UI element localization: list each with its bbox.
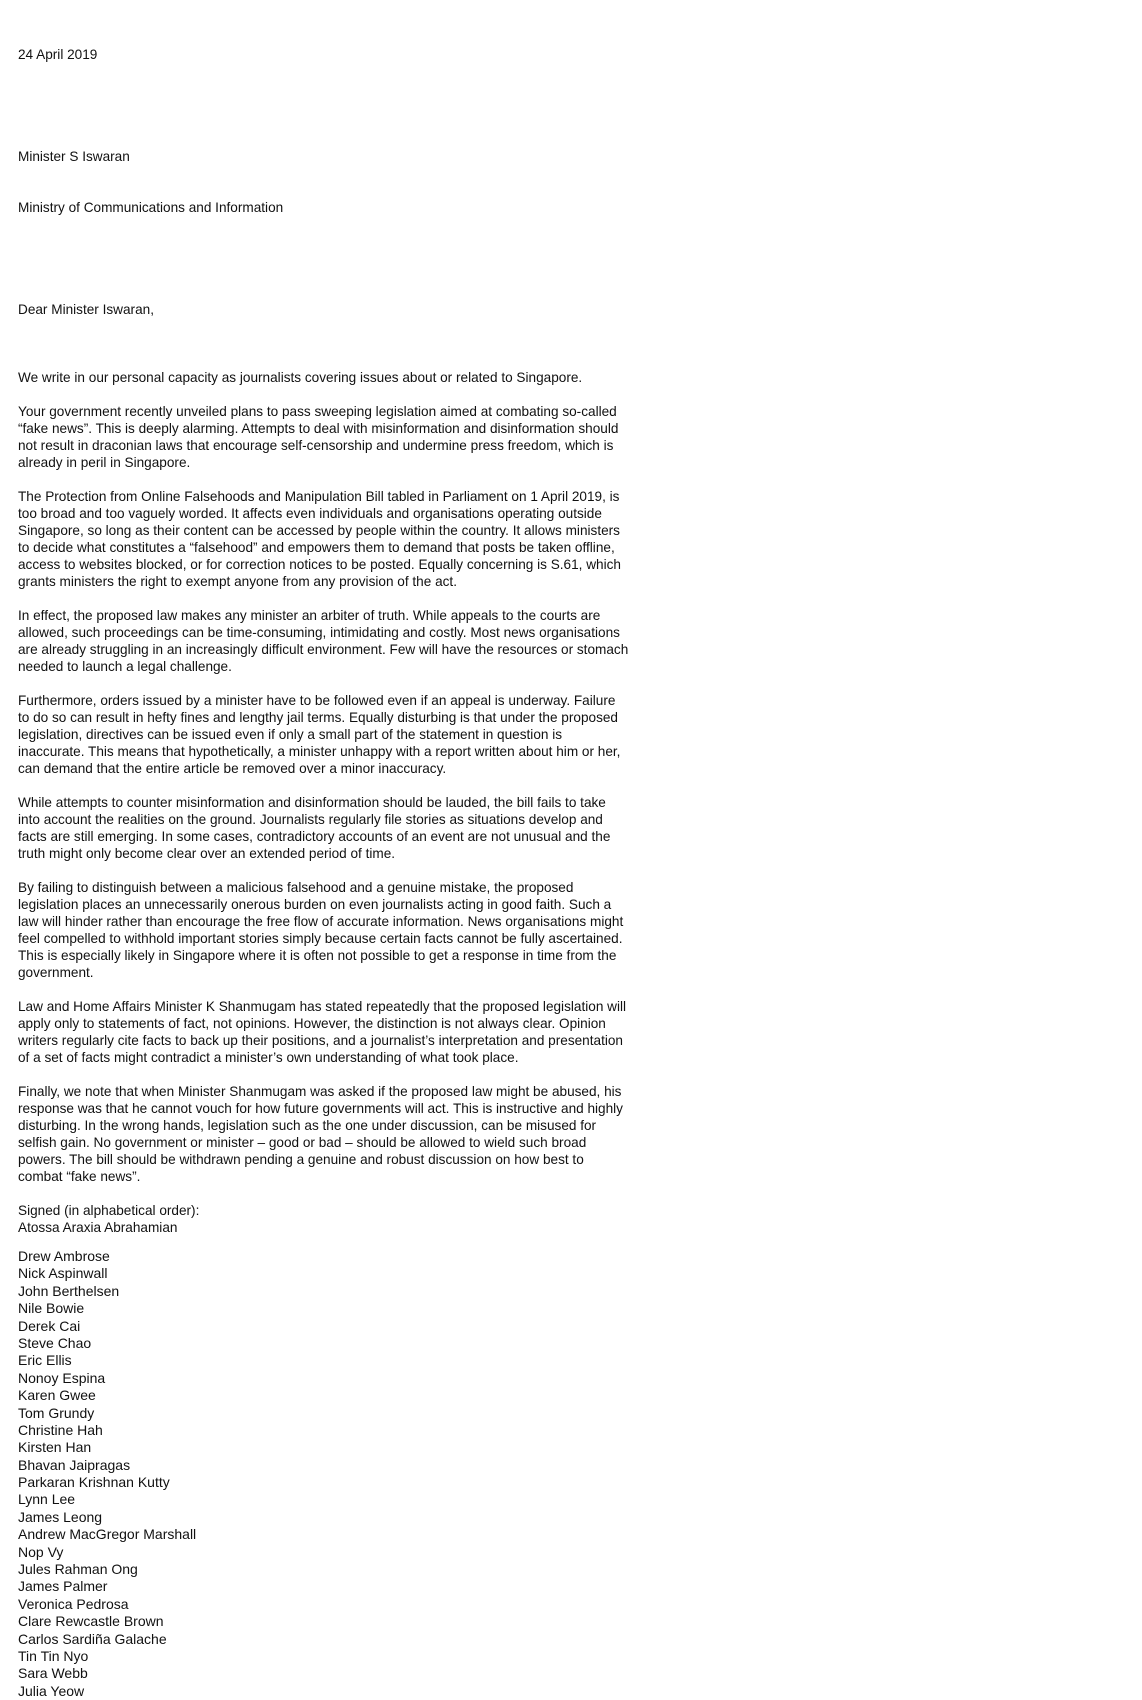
signatory-name: Jules Rahman Ong (18, 1561, 138, 1578)
paragraph-line: Finally, we note that when Minister Shanmugam was asked if the proposed law might be abused, his (18, 1084, 622, 1099)
paragraph-line: to decide what constitutes a “falsehood” and empowers them to demand that posts be taken offline, (18, 540, 615, 555)
paragraph-line: legislation places an unnecessarily onerous burden on even journalists acting in good faith. Such a (18, 897, 612, 912)
paragraph-line: The Protection from Online Falsehoods and Manipulation Bill tabled in Parliament on 1 April 2019, is (18, 489, 620, 504)
paragraph-line: Your government recently unveiled plans to pass sweeping legislation aimed at combating so-called (18, 404, 617, 419)
signatory-name: Nop Vy (18, 1543, 64, 1560)
letter-date (18, 12, 678, 97)
letter-document (18, 12, 678, 1700)
paragraph-line: disturbing. In the wrong hands, legislation such as the one under discussion, can be misused for (18, 1118, 597, 1133)
paragraph-line: writers regularly cite facts to back up their positions, and a journalist’s interpretation and presentation (18, 1033, 623, 1048)
first-signatory-name: Atossa Araxia Abrahamian (18, 1220, 178, 1235)
paragraph-line: facts are still emerging. In some cases, contradictory accounts of an event are not unusual and the (18, 829, 611, 844)
signatory-name: Sara Webb (18, 1665, 88, 1682)
signatory-name: Veronica Pedrosa (18, 1595, 129, 1612)
signatory-name: Nick Aspinwall (18, 1265, 108, 1282)
paragraph-line: not result in draconian laws that encourage self-censorship and undermine press freedom, which is (18, 438, 614, 453)
signed-heading (18, 1202, 678, 1219)
paragraph-line: “fake news”. This is deeply alarming. Attempts to deal with misinformation and disinformation should (18, 421, 619, 436)
recipient-ministry: Ministry of Communications and Information (18, 200, 284, 215)
signatory-name: Julia Yeow (18, 1682, 85, 1699)
signatory-name: James Palmer (18, 1578, 108, 1595)
paragraph-line: needed to launch a legal challenge. (18, 659, 232, 674)
letter-body (18, 369, 678, 1185)
first-signatory (18, 1219, 678, 1236)
paragraph-line: allowed, such proceedings can be time-consuming, intimidating and costly. Most news organisations (18, 625, 620, 640)
signatory-name: Tom Grundy (18, 1404, 95, 1421)
body-paragraph (18, 794, 678, 862)
paragraph-line: too broad and too vaguely worded. It affects even individuals and organisations operating outside (18, 506, 602, 521)
recipient-name: Minister S Iswaran (18, 149, 130, 164)
paragraph-line: response was that he cannot vouch for how future governments will act. This is instructive and highly (18, 1101, 623, 1116)
paragraph-line: By failing to distinguish between a malicious falsehood and a genuine mistake, the proposed (18, 880, 574, 895)
signatory-name: Kirsten Han (18, 1439, 92, 1456)
signatory-list (18, 1248, 678, 1700)
body-paragraph (18, 369, 678, 386)
signatory-name: Carlos Sardiña Galache (18, 1630, 167, 1647)
signatory-name: James Leong (18, 1508, 103, 1525)
paragraph-line: of a set of facts might contradict a minister’s own understanding of what took place. (18, 1050, 519, 1065)
paragraph-line: apply only to statements of fact, not opinions. However, the distinction is not always clear. Opinion (18, 1016, 606, 1031)
signatory-name: Derek Cai (18, 1317, 81, 1334)
body-paragraph (18, 998, 678, 1066)
paragraph-line: government. (18, 965, 94, 980)
paragraph-line: to do so can result in hefty fines and lengthy jail terms. Equally disturbing is that under the proposed (18, 710, 618, 725)
body-paragraph (18, 1083, 678, 1185)
paragraph-line: access to websites blocked, or for correction notices to be posted. Equally concerning is S.61, which (18, 557, 621, 572)
paragraph-line: are already struggling in an increasingly difficult environment. Few will have the resources or stomach (18, 642, 629, 657)
paragraph-line: We write in our personal capacity as journalists covering issues about or related to Singapore. (18, 370, 583, 385)
signatory-name: Nonoy Espina (18, 1369, 106, 1386)
signatory-name: Lynn Lee (18, 1491, 76, 1508)
signatory-name: Andrew MacGregor Marshall (18, 1526, 197, 1543)
signatory-name: Steve Chao (18, 1334, 92, 1351)
paragraph-line: already in peril in Singapore. (18, 455, 191, 470)
date-text: 24 April 2019 (18, 47, 98, 62)
body-paragraph (18, 692, 678, 777)
signatory-name: Drew Ambrose (18, 1248, 110, 1264)
paragraph-line: truth might only become clear over an extended period of time. (18, 846, 396, 861)
paragraph-line: feel compelled to withhold important stories simply because certain facts cannot be fully ascertained. (18, 931, 623, 946)
paragraph-line: legislation, directives can be issued even if only a small part of the statement in question is (18, 727, 563, 742)
paragraph-line: can demand that the entire article be removed over a minor inaccuracy. (18, 761, 447, 776)
paragraph-line: This is especially likely in Singapore where it is often not possible to get a response in time from the (18, 948, 617, 963)
body-paragraph (18, 403, 678, 471)
body-paragraph (18, 488, 678, 590)
signed-heading-text: Signed (in alphabetical order): (18, 1203, 200, 1218)
signatory-name: Parkaran Krishnan Kutty (18, 1474, 170, 1491)
paragraph-line: Singapore, so long as their content can be accessed by people within the country. It allows ministers (18, 523, 620, 538)
body-paragraph (18, 607, 678, 675)
signatory-name: Christine Hah (18, 1421, 103, 1438)
recipient-block (18, 114, 678, 250)
salutation-text: Dear Minister Iswaran, (18, 302, 154, 317)
paragraph-line: Furthermore, orders issued by a minister have to be followed even if an appeal is underway. Failure (18, 693, 616, 708)
paragraph-line: combat “fake news”. (18, 1169, 141, 1184)
signatory-name: Bhavan Jaipragas (18, 1456, 131, 1473)
paragraph-line: law will hinder rather than encourage the free flow of accurate information. News organisations might (18, 914, 624, 929)
signatory-name: Clare Rewcastle Brown (18, 1613, 164, 1630)
signatory-name: John Berthelsen (18, 1282, 120, 1299)
paragraph-line: Law and Home Affairs Minister K Shanmugam has stated repeatedly that the proposed legislation will (18, 999, 627, 1014)
paragraph-line: While attempts to counter misinformation and disinformation should be lauded, the bill fails to take (18, 795, 606, 810)
paragraph-line: In effect, the proposed law makes any minister an arbiter of truth. While appeals to the courts are (18, 608, 601, 623)
signatory-name: Nile Bowie (18, 1300, 85, 1317)
paragraph-line: into account the realities on the ground. Journalists regularly file stories as situations develop and (18, 812, 603, 827)
signatory-name: Eric Ellis (18, 1352, 72, 1369)
body-paragraph (18, 879, 678, 981)
salutation (18, 267, 678, 352)
paragraph-line: selfish gain. No government or minister – good or bad – should be allowed to wield such broad (18, 1135, 587, 1150)
signatory-name: Karen Gwee (18, 1387, 96, 1404)
signatory-name: Tin Tin Nyo (18, 1647, 89, 1664)
paragraph-line: powers. The bill should be withdrawn pending a genuine and robust discussion on how best to (18, 1152, 584, 1167)
paragraph-line: grants ministers the right to exempt anyone from any provision of the act. (18, 574, 457, 589)
paragraph-line: inaccurate. This means that hypothetically, a minister unhappy with a report written about him or her, (18, 744, 621, 759)
